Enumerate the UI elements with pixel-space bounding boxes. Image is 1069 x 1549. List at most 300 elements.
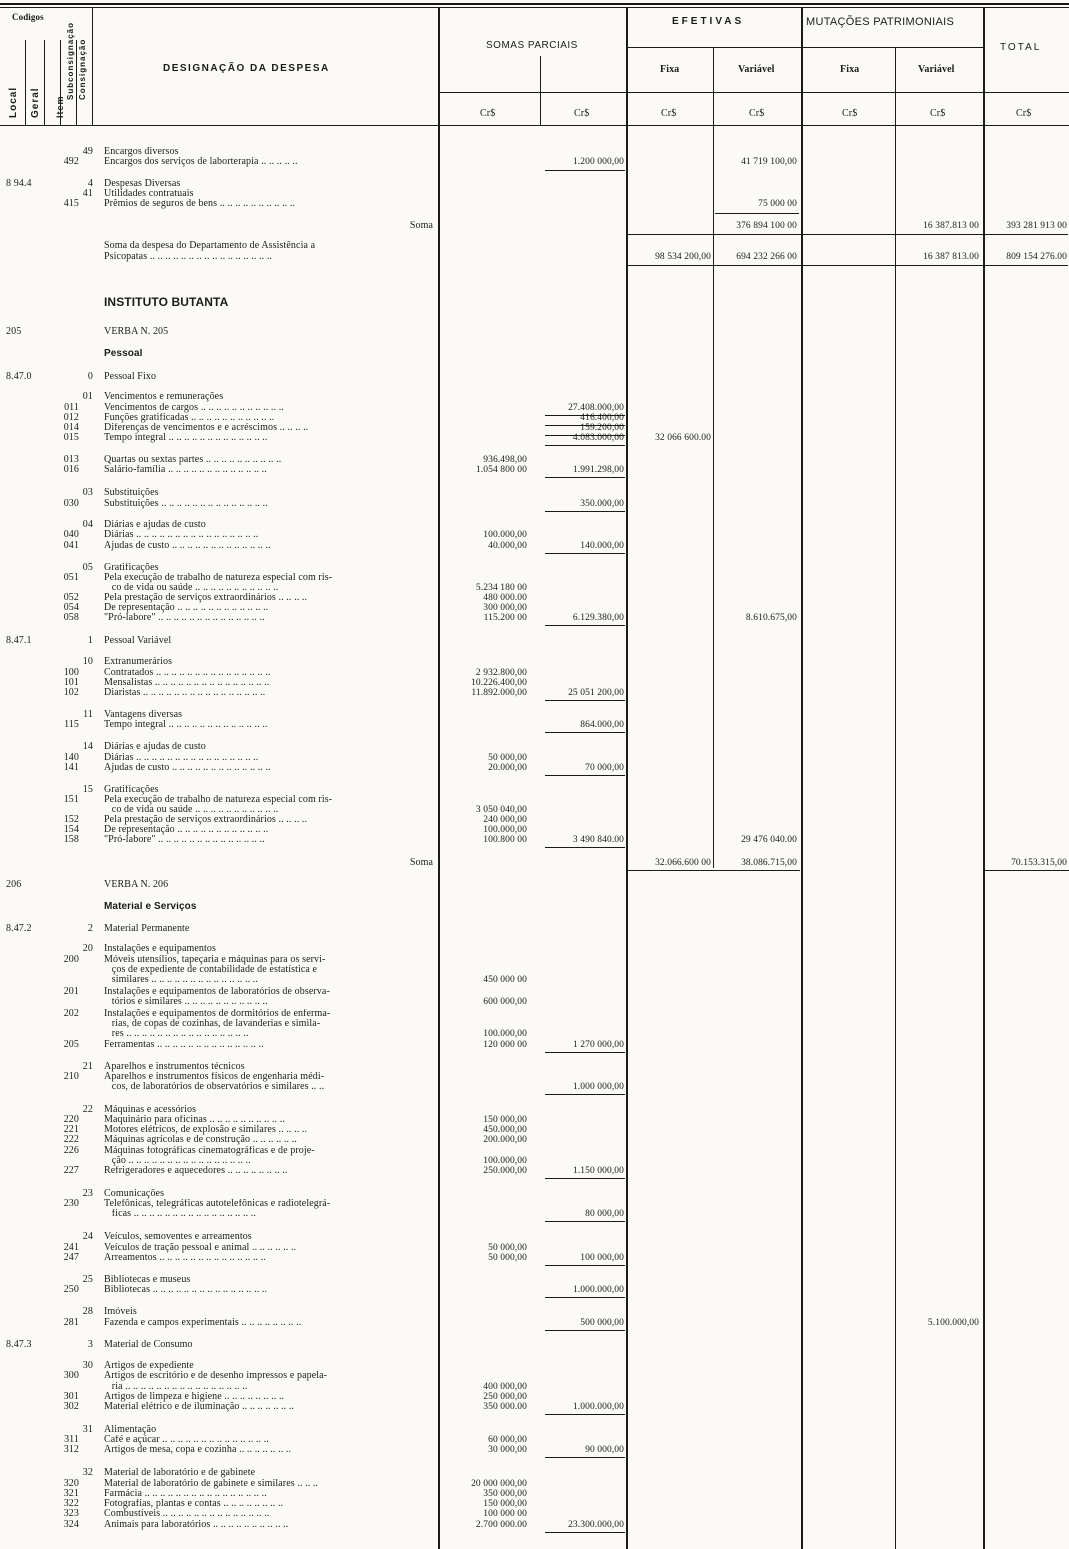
row-sub: 054 [63,602,79,613]
row-c1: 350 000.00 [483,1402,527,1412]
row-desc: De representação .. .. .. .. .. .. .. .. .. .. .. .. [104,825,269,835]
header-consignacao: Consignação [78,38,87,100]
row-c1: 50 000,00 [488,1253,527,1263]
row-desc: Material de laboratório de gabinete e similares .. .. .. [104,1479,319,1489]
row-c2: 70 000,00 [585,763,624,773]
row-desc: rias, de copas de cozinhas, de lavanderias e simila- [104,1019,321,1029]
row-desc: Maquinário para oficinas .. .. .. .. .. .. .. .. .. .. [104,1115,285,1125]
row-desc: Pela execução de trabalho de natureza especial com ris- [104,795,333,805]
col-divider-mutacoes [801,8,803,1549]
row-desc: Veículos, semoventes e arreamentos [104,1232,252,1242]
row-sub: 012 [63,412,79,423]
partial-sum-underline [545,1330,625,1331]
row-desc: Artigos de expediente [104,1361,194,1371]
row-mvar: 16 387.813 00 [923,221,979,231]
row-desc: INSTITUTO BUTANTA [104,297,229,307]
row-desc: Diárias .. .. .. .. .. .. .. .. .. .. .. .. .. .. .. .. [104,753,259,763]
header-currency: Cr$ [749,108,765,119]
row-varv: 41 719 100,00 [741,157,797,167]
row-sub: 140 [63,752,79,763]
partial-sum-underline [545,477,625,478]
row-fixa: 32.066.600 00 [655,858,711,868]
row-c2: 1.000 000,00 [572,1082,624,1092]
row-item: 49 [82,146,93,157]
row-sub: 222 [63,1134,79,1145]
row-c2: 80 000,00 [585,1209,624,1219]
partial-sum-underline [545,553,625,554]
row-sub: 210 [63,1071,79,1082]
row-desc: ficas .. .. .. .. .. .. .. .. .. .. .. .. .. .. .. .. [104,1209,256,1219]
row-local: 205 [6,327,22,337]
sum-underline [985,870,1069,871]
row-desc: Diárias e ajudas de custo [104,742,206,752]
header-geral: Geral [30,87,41,118]
header-variavel: Variável [738,64,775,75]
row-desc: cos, de laboratórios de observatórios e similares .. .. [104,1082,325,1092]
row-sub: 300 [63,1370,79,1381]
row-c1: 600 000,00 [483,997,527,1007]
sum-underline [628,234,1068,235]
partial-sum-underline [545,511,625,512]
row-c1: 450.000,00 [483,1125,527,1135]
row-sub: 323 [63,1508,79,1519]
row-item: 32 [82,1467,93,1478]
row-c2: 1 270 000,00 [572,1040,624,1050]
row-desc: Pela execução de trabalho de natureza especial com ris- [104,573,333,583]
row-desc: Diferenças de vencimentos e e acréscimos .. .. .. .. [104,423,309,433]
row-c2: 1.000.000,00 [572,1285,624,1295]
row-desc: Substituições .. .. .. .. .. .. .. .. .. .. .. .. .. .. [104,499,268,509]
row-desc: Soma da despesa do Departamento de Assistência a [104,241,316,251]
partial-sum-underline [545,700,625,701]
row-item: 20 [82,943,93,954]
top-rule [0,3,1069,5]
row-desc: Funções gratificadas .. .. .. .. .. .. .. .. .. .. .. [104,413,275,423]
partial-sum-underline [545,625,625,626]
partial-sum-underline [545,1414,625,1415]
row-local: 8.47.3 [6,1340,32,1350]
partial-sum-underline [545,1178,625,1179]
row-desc: Mensalistas .. .. .. .. .. .. .. .. .. .. .. .. .. .. .. [104,678,270,688]
row-desc: Gratificações [104,785,159,795]
row-sub: 115 [64,719,79,730]
row-desc: Máquinas e acessórios [104,1105,197,1115]
row-desc: Alimentação [104,1425,157,1435]
partial-sum-underline [545,1221,625,1222]
header-currency: Cr$ [661,108,677,119]
row-local: 8.47.1 [6,636,32,646]
row-c2: 1.991.298,00 [572,465,624,475]
row-desc: ção .. .. .. .. .. .. .. .. .. .. .. .. .. .. .. .. [104,1156,251,1166]
header-mut-fixa: Fixa [840,64,860,75]
row-item: 0 [87,371,93,382]
row-total: 393 281 913 00 [1006,221,1067,231]
row-sub: 312 [63,1444,79,1455]
row-sub: 301 [63,1391,79,1402]
row-local: 8 94.4 [6,179,32,189]
row-c1: 40.000,00 [488,541,527,551]
row-c2: 1.150 000,00 [572,1166,624,1176]
row-local: 206 [6,880,22,890]
row-desc: Substituições [104,488,159,498]
header-subconsignacao: Subconsignação [66,21,75,100]
partial-sum-underline [545,1297,625,1298]
row-desc: Diárias e ajudas de custo [104,520,206,530]
row-desc: Telefônicas, telegráficas autotelefônicas e radiotelegrá- [104,1199,331,1209]
row-c2: 23.300.000,00 [568,1520,624,1530]
row-varv: 75 000 00 [758,199,797,209]
row-sub: 202 [63,1008,79,1019]
row-item: 41 [82,188,93,199]
row-soma: Soma [409,857,433,868]
row-desc: Bibliotecas .. .. .. .. .. .. .. .. .. .. .. .. .. .. .. [104,1285,268,1295]
row-desc: Material elétrico e de iluminação .. .. .. .. .. .. .. [104,1402,295,1412]
row-c1: 5.234 180 00 [475,583,527,593]
row-c1: 50 000,00 [488,753,527,763]
row-sub: 011 [64,402,79,413]
row-item: 21 [82,1061,93,1072]
row-desc: Veículos de tração pessoal e animal .. .. .. .. .. .. [104,1243,297,1253]
sum-underline [628,265,1068,266]
row-sub: 221 [63,1124,79,1135]
row-desc: Motores elétricos, de explosão e similares .. .. .. .. [104,1125,308,1135]
row-c2: 4.083.000,00 [572,433,624,443]
row-desc: Máquinas fotográficas cinematográficas e de proje- [104,1146,315,1156]
row-desc: co de vida ou saúde .. .. .. .. .. .. .. .. .. .. .. [104,583,279,593]
row-sub: 016 [63,464,79,475]
sum-underline [715,213,799,214]
row-item: 04 [82,519,93,530]
row-c2: 140.000,00 [580,541,624,551]
row-item: 23 [82,1188,93,1199]
row-desc: Artigos de escritório e de desenho impressos e papela- [104,1371,328,1381]
row-c1: 400 000,00 [483,1382,527,1392]
row-c1: 20 000 000,00 [471,1479,527,1489]
row-sub: 040 [63,529,79,540]
row-item: 11 [83,709,93,720]
header-somas-parciais: SOMAS PARCIAIS [486,40,578,51]
row-sub: 015 [63,432,79,443]
row-desc: De representação .. .. .. .. .. .. .. .. .. .. .. .. [104,603,269,613]
row-c1: 60 000,00 [488,1435,527,1445]
row-c1: 150 000,00 [483,1115,527,1125]
row-c1: 20.000,00 [488,763,527,773]
row-c2: 6.129.380,00 [572,613,624,623]
row-desc: Vencimentos e remunerações [104,392,224,402]
header-sub-rule [440,92,1069,93]
row-soma: Soma [409,220,433,231]
row-mvar: 16 387 813.00 [923,252,979,262]
row-desc: Ajudas de custo .. .. .. .. .. .. .. .. .. .. .. .. .. [104,763,271,773]
row-item: 28 [82,1306,93,1317]
row-c1: 250.000,00 [483,1166,527,1176]
row-sub: 492 [63,156,79,167]
row-desc: Artigos de limpeza e higiene .. .. .. .. .. .. .. .. [104,1392,285,1402]
row-desc: Encargos diversos [104,147,179,157]
header-mut-variavel: Variável [918,64,955,75]
row-total: 809 154 276.00 [1006,252,1067,262]
row-local: 8.47.2 [6,924,32,934]
row-desc: tórios e similares .. .. .. .. .. .. .. .. .. .. .. [104,997,268,1007]
row-desc: Psicopatas .. .. .. .. .. .. .. .. .. .. .. .. .. .. .. .. [104,252,273,262]
row-desc: Encargos dos serviços de laborterapia .. .. .. .. .. [104,157,298,167]
partial-sum-underline [545,1532,625,1533]
row-sub: 205 [63,1039,79,1050]
row-c1: 480 000.00 [483,593,527,603]
header-currency: Cr$ [1016,108,1032,119]
header-item: Item [55,95,65,118]
row-desc: Despesas Diversas [104,179,181,189]
row-sub: 302 [63,1401,79,1412]
partial-sum-underline [545,1094,625,1095]
row-sub: 102 [63,687,79,698]
row-desc: Salário-família .. .. .. .. .. .. .. .. .. .. .. .. .. [104,465,267,475]
header-currency: Cr$ [480,108,496,119]
row-sub: 013 [63,454,79,465]
row-desc: similares .. .. .. .. .. .. .. .. .. .. .. .. .. .. [104,975,259,985]
header-bottom-rule [0,125,1069,126]
row-sub: 324 [63,1519,79,1530]
row-desc: Pela prestação de serviços extraordinários .. .. .. .. [104,593,308,603]
row-fixa: 32 066 600.00 [655,433,711,443]
row-sub: 322 [63,1498,79,1509]
row-sub: 321 [63,1488,79,1499]
col-divider-designacao [438,8,440,1549]
row-c2: 1.200 000,00 [572,157,624,167]
row-c1: 100.800 00 [483,835,527,845]
row-c2: 416.400,00 [580,413,624,423]
row-item: 15 [82,784,93,795]
row-desc: Tempo integral .. .. .. .. .. .. .. .. .. .. .. .. .. [104,433,268,443]
row-desc: Combustíveis .. .. .. .. .. .. .. .. .. .. .. .. .. .. [104,1509,270,1519]
row-c1: 150 000,00 [483,1499,527,1509]
header-currency: Cr$ [930,108,946,119]
row-total: 70.153.315,00 [1011,858,1067,868]
row-desc: Ajudas de custo .. .. .. .. .. .. .. .. .. .. .. .. .. [104,541,271,551]
row-desc: Farmácia .. .. .. .. .. .. .. .. .. .. .. .. .. .. .. .. [104,1489,267,1499]
row-c1: 50 000,00 [488,1243,527,1253]
col-divider [92,8,93,126]
row-c1: 200.000,00 [483,1135,527,1145]
row-c1: 100 000 00 [483,1509,527,1519]
row-desc: Diárias .. .. .. .. .. .. .. .. .. .. .. .. .. .. .. .. [104,530,259,540]
row-item: 05 [82,562,93,573]
row-c1: 10.226.400,00 [471,678,527,688]
row-c1: 100.000,00 [483,825,527,835]
row-sub: 415 [63,198,79,209]
row-sub: 014 [63,422,79,433]
row-sub: 158 [63,834,79,845]
row-desc: Pela prestação de serviços extraordinários .. .. .. .. [104,815,308,825]
row-desc: Material Permanente [104,924,190,934]
col-divider [44,40,45,125]
row-desc: Diaristas .. .. .. .. .. .. .. .. .. .. .. .. .. .. .. .. [104,688,266,698]
row-desc: Utilidades contratuais [104,189,194,199]
row-c2: 159.200,00 [580,423,624,433]
row-desc: Refrigeradores e aquecedores .. .. .. .. .. .. .. .. [104,1166,288,1176]
col-divider-efetivas [626,8,628,1549]
row-c1: 240 000,00 [483,815,527,825]
header-local: Local [8,86,19,118]
row-c1: 100.000,00 [483,530,527,540]
row-sub: 152 [63,814,79,825]
row-sub: 230 [63,1198,79,1209]
row-sub: 141 [63,762,79,773]
row-varv: 8.610.675,00 [745,613,797,623]
row-c1: 2 932.800,00 [475,668,527,678]
row-c1: 100.000,00 [483,1029,527,1039]
row-item: 10 [82,656,93,667]
row-sub: 154 [63,824,79,835]
row-item: 30 [82,1360,93,1371]
row-desc: Ferramentas .. .. .. .. .. .. .. .. .. .. .. .. .. .. [104,1040,264,1050]
row-desc: Pessoal [104,349,143,359]
header-efetivas: EFETIVAS [672,16,745,27]
top-rule-thin [0,7,1069,8]
row-desc: ços de expediente de contabilidade de estatística e [104,965,318,975]
row-c1: 300 000,00 [483,603,527,613]
header-codigos: Codigos [12,12,44,22]
row-item: 4 [87,178,93,189]
partial-sum-underline [545,775,625,776]
col-divider-parciais [540,56,541,126]
row-desc: Aparelhos e instrumentos técnicos [104,1062,245,1072]
header-total: TOTAL [1000,42,1042,53]
row-sub: 227 [63,1165,79,1176]
row-item: 14 [82,741,93,752]
row-varv: 29 476 040.00 [741,835,797,845]
partial-sum-underline [545,1457,625,1458]
row-varv: 694 232 266 00 [736,252,797,262]
row-desc: Máquinas agrícolas e de construção .. .. .. .. .. .. [104,1135,297,1145]
row-item: 01 [82,391,93,402]
row-sub: 041 [63,540,79,551]
row-desc: Artigos de mesa, copa e cozinha .. .. .. .. .. .. .. [104,1445,292,1455]
row-c2: 90 000,00 [585,1445,624,1455]
row-sub: 311 [64,1434,79,1445]
row-c2: 500 000,00 [580,1318,624,1328]
row-item: 1 [87,635,93,646]
partial-sum-underline [545,1052,625,1053]
header-fixa: Fixa [660,64,680,75]
row-desc: co de vida ou saúde .. .. .. .. .. .. .. .. .. .. .. [104,805,279,815]
header-sub-rule [628,47,801,48]
row-sub: 100 [63,667,79,678]
row-desc: Gratificações [104,563,159,573]
header-currency: Cr$ [842,108,858,119]
row-desc: Bibliotecas e museus [104,1275,191,1285]
partial-sum-underline [545,732,625,733]
row-sub: 220 [63,1114,79,1125]
row-desc: Instalações e equipamentos de laboratórios de observa- [104,987,330,997]
row-c1: 11.892.000,00 [471,688,527,698]
row-desc: VERBA N. 205 [104,327,169,337]
partial-sum-underline [545,1265,625,1266]
row-desc: ria .. .. .. .. .. .. .. .. .. .. .. .. .. .. .. .. [104,1382,248,1392]
row-desc: Aparelhos e instrumentos físicos de engenharia médi- [104,1072,325,1082]
row-c2: 3 490 840.00 [572,835,624,845]
row-desc: Tempo integral .. .. .. .. .. .. .. .. .. .. .. .. .. [104,720,268,730]
row-sub: 247 [63,1252,79,1263]
row-sub: 030 [63,498,79,509]
partial-sum-underline [545,445,625,446]
row-desc: Arreamentos .. .. .. .. .. .. .. .. .. .. .. .. .. .. [104,1253,266,1263]
row-c1: 30 000,00 [488,1445,527,1455]
row-desc: Móveis utensílios, tapeçaria e máquinas para os servi- [104,955,326,965]
row-sub: 320 [63,1478,79,1489]
col-divider [76,40,77,125]
row-desc: Animais para laboratórios .. .. .. .. .. .. .. .. .. .. [104,1520,289,1530]
row-c1: 450 000 00 [483,975,527,985]
col-divider [25,40,26,125]
row-c1: 1.054 800 00 [475,465,527,475]
row-desc: Imóveis [104,1307,137,1317]
row-sub: 101 [63,677,79,688]
row-c2: 350.000,00 [580,499,624,509]
row-sub: 051 [63,572,79,583]
row-desc: Instalações e equipamentos de dormitórios de enferma- [104,1009,331,1019]
row-desc: Pessoal Variável [104,636,172,646]
row-desc: Fazenda e campos experimentais .. .. .. .. .. .. .. .. [104,1318,302,1328]
row-desc: Vantagens diversas [104,710,183,720]
row-c1: 115.200 00 [483,613,527,623]
sum-underline [545,170,625,171]
row-c1: 100.000,00 [483,1156,527,1166]
row-desc: Vencimentos de cargos .. .. .. .. .. .. .. .. .. .. .. [104,403,284,413]
row-desc: Material e Serviços [104,902,197,912]
header-sub-rule [803,47,983,48]
row-c1: 3 050 040,00 [475,805,527,815]
row-desc: Prêmios de seguros de bens .. .. .. .. .. .. .. .. .. .. [104,199,296,209]
row-item: 24 [82,1231,93,1242]
row-local: 8.47.0 [6,372,32,382]
row-sub: 241 [63,1242,79,1253]
row-fixa: 98 534 200,00 [655,252,711,262]
row-item: 03 [82,487,93,498]
row-item: 3 [87,1339,93,1350]
row-desc: Quartas ou sextas partes .. .. .. .. .. .. .. .. .. .. [104,455,282,465]
row-varv: 376 894 100 00 [736,221,797,231]
row-c2: 27.408.000,00 [568,403,624,413]
row-desc: Instalações e equipamentos [104,944,217,954]
row-sub: 052 [63,592,79,603]
row-c2: 100 000,00 [580,1253,624,1263]
header-designacao: DESIGNAÇÃO DA DESPESA [163,63,330,74]
row-item: 25 [82,1274,93,1285]
row-c2: 1.000.000,00 [572,1402,624,1412]
col-divider-fixa-var [713,48,714,868]
row-mvar: 5.100.000,00 [927,1318,979,1328]
row-c2: 864.000,00 [580,720,624,730]
row-c1: 350 000,00 [483,1489,527,1499]
row-sub: 058 [63,612,79,623]
row-sub: 151 [63,794,79,805]
row-desc: "Pró-labore" .. .. .. .. .. .. .. .. .. .. .. .. .. .. [104,835,265,845]
row-desc: res .. .. .. .. .. .. .. .. .. .. .. .. .. .. .. .. [104,1029,249,1039]
col-divider-total [983,8,985,1549]
row-varv: 38.086.715,00 [741,858,797,868]
row-desc: Material de laboratório e de gabinete [104,1468,256,1478]
row-desc: Pessoal Fixo [104,372,157,382]
row-c2: 25 051 200,00 [568,688,624,698]
row-c1: 936.498,00 [483,455,527,465]
row-desc: Contratados .. .. .. .. .. .. .. .. .. .. .. .. .. .. .. [104,668,271,678]
row-desc: Extranumerários [104,657,173,667]
row-sub: 250 [63,1284,79,1295]
row-c1: 250 000,00 [483,1392,527,1402]
row-desc: Comunicações [104,1189,165,1199]
row-c1: 120 000 00 [483,1040,527,1050]
